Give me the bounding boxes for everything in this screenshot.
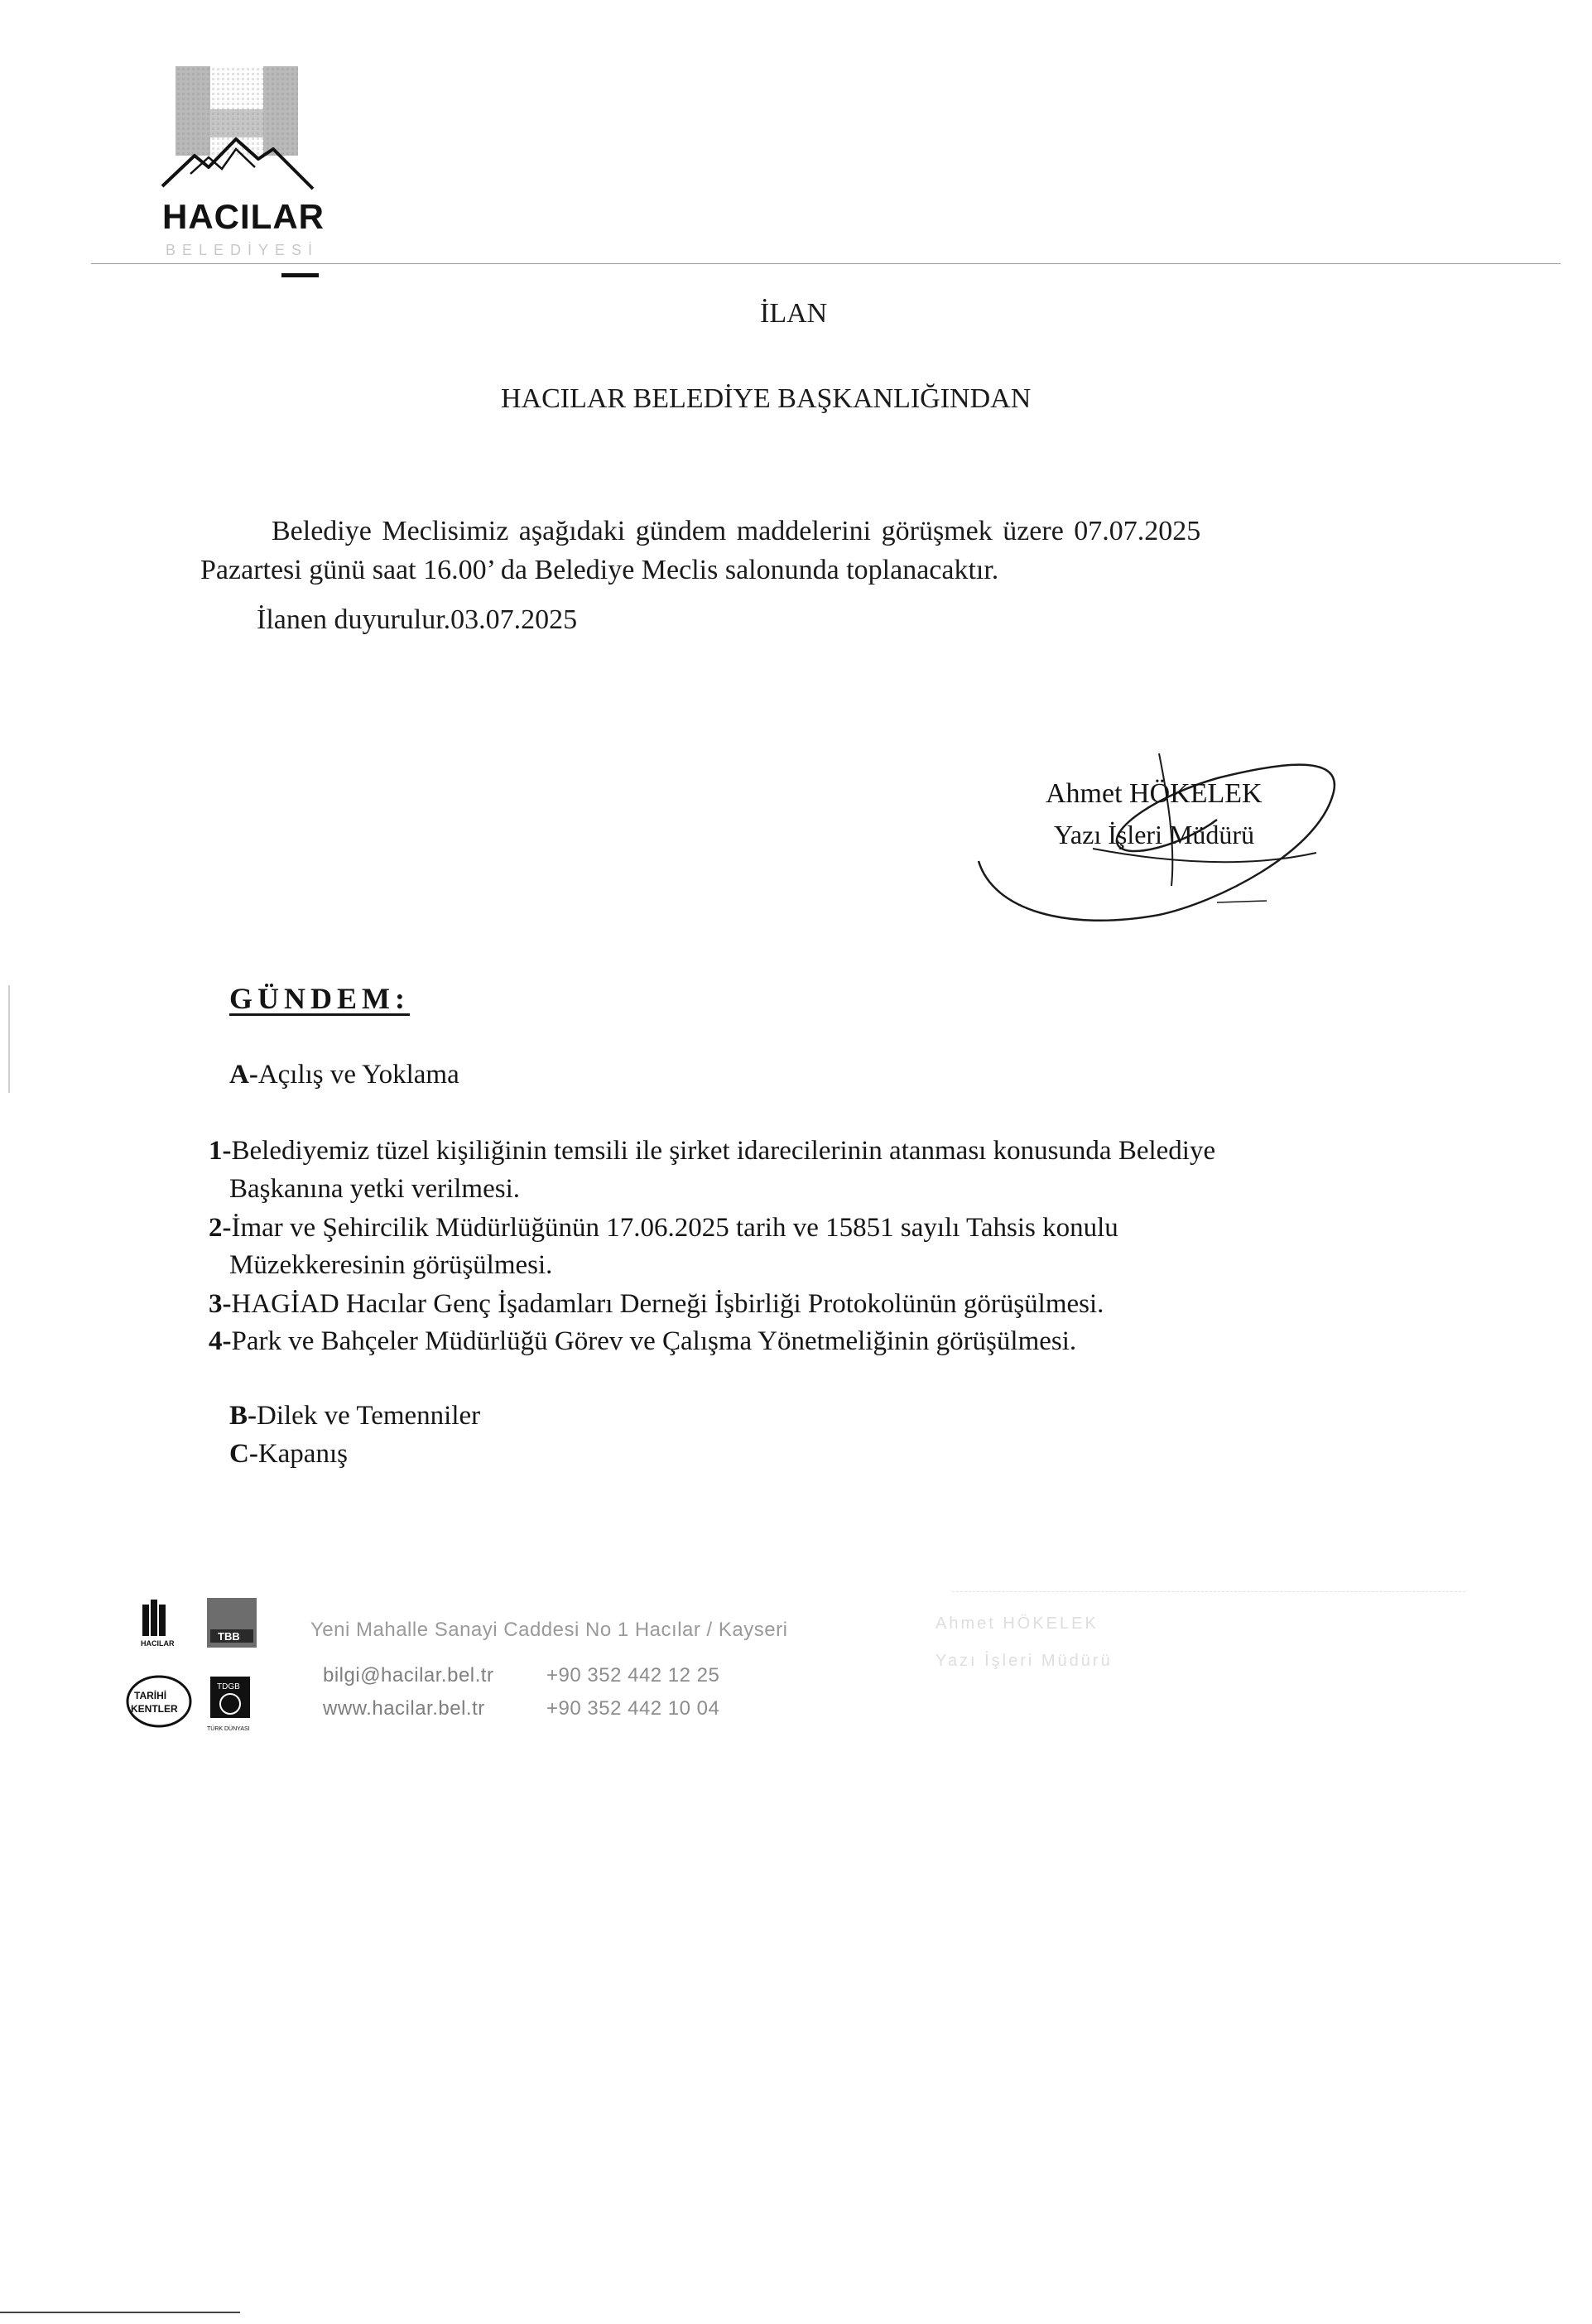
footer-tarihi-kentler-logo bbox=[127, 1677, 190, 1726]
agenda-item-2-line2: Müzekkeresinin görüşülmesi. bbox=[229, 1250, 553, 1280]
agenda-opening bbox=[229, 1060, 459, 1090]
agenda-item-1 bbox=[209, 1136, 1215, 1167]
agenda-closing-code: C- bbox=[229, 1439, 258, 1469]
agenda-item-3-line1: HAGİAD Hacılar Genç İşadamları Derneği İşbirliği Protokolünün görüşülmesi. bbox=[231, 1289, 1104, 1319]
agenda-closing-text: Kapanış bbox=[257, 1439, 348, 1469]
footer-hacilar-logo bbox=[141, 1600, 175, 1648]
scan-edge-mark bbox=[8, 985, 10, 1093]
faded-footer-rule bbox=[952, 1591, 1465, 1592]
agenda-heading: GÜNDEM: bbox=[229, 982, 410, 1015]
signatory-role: Yazı İşleri Müdürü bbox=[1054, 820, 1255, 849]
svg-text:TARİHİ: TARİHİ bbox=[134, 1690, 167, 1701]
notice-paragraph-line1: Belediye Meclisimiz aşağıdaki gündem maddelerini görüşmek üzere 07.07.2025 bbox=[272, 516, 1201, 546]
svg-text:TBB: TBB bbox=[218, 1630, 240, 1643]
footer-tbb-logo bbox=[207, 1598, 257, 1648]
agenda-wishes bbox=[229, 1401, 480, 1431]
agenda-item-4 bbox=[209, 1326, 1076, 1357]
agenda-wishes-text: Dilek ve Temenniler bbox=[257, 1401, 481, 1431]
header-dash bbox=[281, 273, 319, 277]
footer-logos bbox=[124, 1598, 273, 1755]
faded-esign-line2: Yazı İşleri Müdürü bbox=[935, 1652, 1113, 1670]
agenda-item-3 bbox=[209, 1289, 1104, 1320]
logo-subtext: BELEDİYESİ bbox=[166, 242, 320, 258]
agenda-opening-code: A- bbox=[229, 1060, 258, 1090]
signatory-name: Ahmet HÖKELEK bbox=[1046, 778, 1263, 809]
notice-paragraph-line2: Pazartesi günü saat 16.00’ da Belediye Meclis salonunda toplanacaktır. bbox=[200, 555, 999, 585]
agenda-item-4-line1: Park ve Bahçeler Müdürlüğü Görev ve Çalışma Yönetmeliğinin görüşülmesi. bbox=[231, 1326, 1077, 1356]
agenda-item-3-code: 3- bbox=[209, 1289, 232, 1319]
svg-text:HACILAR: HACILAR bbox=[141, 1639, 175, 1648]
agenda-wishes-code: B- bbox=[229, 1401, 257, 1431]
notice-issuer: HACILAR BELEDİYE BAŞKANLIĞINDAN bbox=[501, 383, 1032, 414]
svg-text:TÜRK DÜNYASI: TÜRK DÜNYASI bbox=[207, 1726, 250, 1732]
agenda-item-2 bbox=[209, 1213, 1118, 1244]
notice-title: İLAN bbox=[760, 298, 828, 329]
footer-address: Yeni Mahalle Sanayi Caddesi No 1 Hacılar / Kayseri bbox=[310, 1619, 788, 1641]
agenda-item-2-code: 2- bbox=[209, 1213, 232, 1243]
agenda-item-2-line1: İmar ve Şehircilik Müdürlüğünün 17.06.2025 tarih ve 15851 sayılı Tahsis konulu bbox=[231, 1213, 1118, 1243]
logo-text: HACILAR bbox=[162, 197, 325, 236]
svg-text:TDGB: TDGB bbox=[217, 1682, 240, 1691]
agenda-closing bbox=[229, 1439, 348, 1470]
footer-fax: +90 352 442 10 04 bbox=[546, 1697, 720, 1720]
agenda-item-1-code: 1- bbox=[209, 1136, 232, 1166]
notice-announcement: İlanen duyurulur.03.07.2025 bbox=[257, 604, 578, 635]
footer-website: www.hacilar.bel.tr bbox=[323, 1697, 485, 1720]
svg-text:KENTLER: KENTLER bbox=[131, 1703, 178, 1715]
footer-email: bilgi@hacilar.bel.tr bbox=[323, 1664, 494, 1686]
agenda-item-4-code: 4- bbox=[209, 1326, 232, 1356]
footer-phone: +90 352 442 12 25 bbox=[546, 1664, 720, 1686]
bottom-edge-line bbox=[0, 2312, 240, 2313]
faded-esign-line1: Ahmet HÖKELEK bbox=[935, 1614, 1099, 1633]
footer-tdgb-logo bbox=[207, 1677, 250, 1732]
header-rule bbox=[91, 263, 1561, 264]
agenda-opening-text: Açılış ve Yoklama bbox=[257, 1060, 459, 1090]
agenda-item-1-line1: Belediyemiz tüzel kişiliğinin temsili ile şirket idarecilerinin atanması konusunda Belediye bbox=[231, 1136, 1216, 1166]
agenda-item-1-line2: Başkanına yetki verilmesi. bbox=[229, 1174, 520, 1204]
